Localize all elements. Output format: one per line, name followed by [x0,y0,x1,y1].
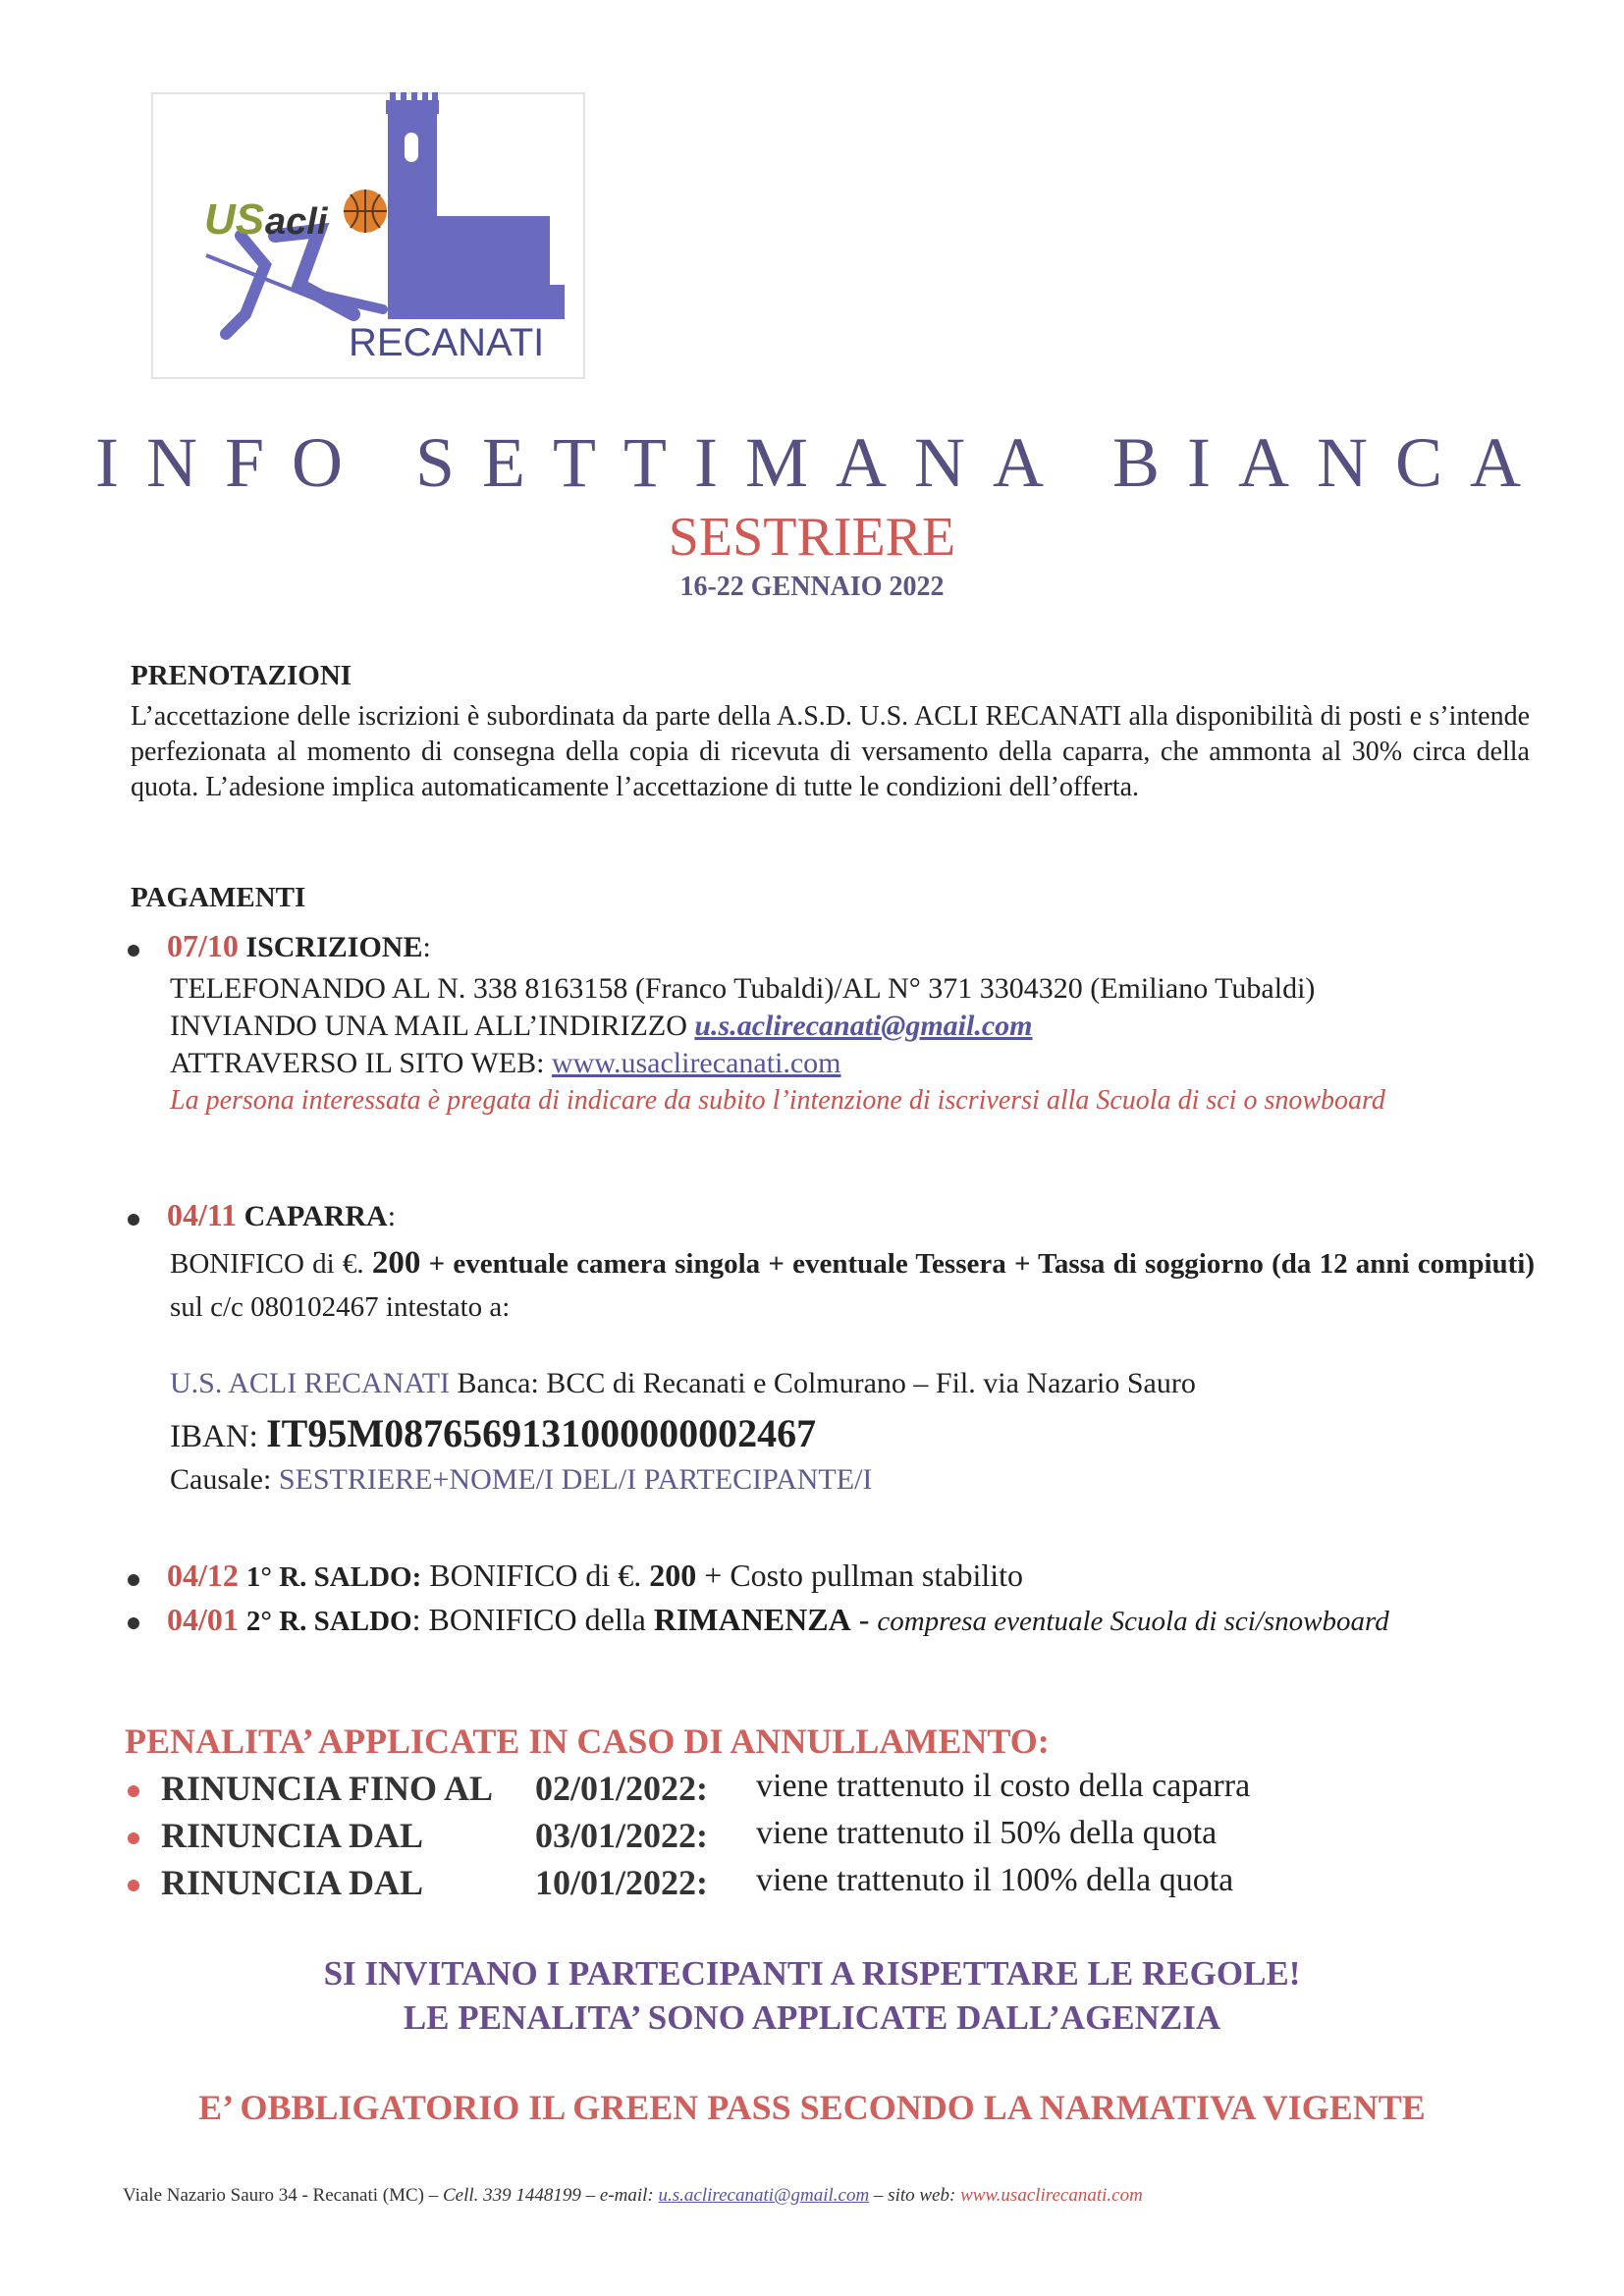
caparra-bonifico: BONIFICO di €. [170,1248,364,1280]
logo-city-text: RECANATI [349,321,545,364]
causale-label: Causale: [170,1463,272,1496]
iscrizione-line: 07/10 ISCRIZIONE: [167,928,431,963]
saldo2-label: 2° R. SALDO [245,1606,412,1637]
iscrizione-label: ISCRIZIONE [245,931,423,963]
penalty-desc: viene trattenuto il 100% della quota [756,1862,1234,1898]
causale-value: SESTRIERE+NOME/I DEL/I PARTECIPANTE/I [278,1463,873,1496]
destination-title: SESTRIERE [668,507,956,568]
iscrizione-mail-line [170,1010,1033,1043]
penalty-desc: viene trattenuto il 50% della quota [756,1815,1218,1851]
penalty-label: RINUNCIA DAL [161,1863,424,1902]
rules-notice-line2: LE PENALITA’ SONO APPLICATE DALL’AGENZIA [403,1998,1221,2037]
penalty-date: 03/01/2022: [535,1816,708,1855]
saldo2-date: 04/01 [167,1602,239,1637]
saldo1-rest: + Costo pullman stabilito [704,1558,1023,1593]
caparra-details [170,1241,1535,1329]
pagamenti-heading: PAGAMENTI [131,882,306,913]
footer [123,2185,1143,2207]
caparra-line: 04/11 CAPARRA: [167,1197,397,1232]
penalty-date: 02/01/2022: [535,1769,708,1808]
iscrizione-date: 07/10 [167,928,239,963]
penalita-heading: PENALITA’ APPLICATE IN CASO DI ANNULLAMENTO: [125,1722,1050,1761]
penalty-bullet [128,1880,139,1891]
page-title: INFO SETTIMANA BIANCA [94,423,1549,502]
saldo1-label: 1° R. SALDO: [245,1561,422,1593]
iscrizione-web-link[interactable]: www.usaclirecanati.com [551,1047,841,1079]
trip-dates: 16-22 GENNAIO 2022 [679,572,945,602]
green-pass-notice: E’ OBBLIGATORIO IL GREEN PASS SECONDO LA NARMATIVA VIGENTE [198,2088,1426,2127]
footer-address: Viale Nazario Sauro 34 - Recanati (MC) [123,2185,424,2206]
caparra-label: CAPARRA [244,1200,388,1232]
penalty-date: 10/01/2022: [535,1863,708,1902]
iscrizione-mail-prefix: INVIANDO UNA MAIL ALL’INDIRIZZO [170,1010,687,1042]
caparra-account: sul c/c 080102467 intestato a: [170,1291,511,1323]
rules-notice-line1: SI INVITANO I PARTECIPANTI A RISPETTARE LE REGOLE! [323,1954,1301,1993]
iscrizione-phone: TELEFONANDO AL N. 338 8163158 (Franco Tubaldi)/AL N° 371 3304320 (Emiliano Tubaldi) [170,972,1316,1005]
iscrizione-web-prefix: ATTRAVERSO IL SITO WEB: [170,1047,545,1079]
penalty-desc: viene trattenuto il costo della caparra [756,1768,1251,1804]
bullet-saldo1 [128,1574,139,1586]
penalty-label: RINUNCIA DAL [161,1816,424,1855]
bullet-iscrizione [128,945,139,957]
logo-us-text: US [204,195,265,244]
bullet-saldo2 [128,1617,139,1629]
penalty-label: RINUNCIA FINO AL [161,1769,494,1808]
penalty-bullet [128,1785,139,1797]
bank-name: Banca: BCC di Recanati e Colmurano – Fil. via Nazario Sauro [457,1367,1196,1399]
club-logo [147,88,589,383]
causale-line [170,1463,872,1497]
saldo1-date: 04/12 [167,1558,239,1593]
saldo2-line: 04/01 2° R. SALDO: BONIFICO della RIMANENZA - compresa eventuale Scuola di sci/snowboard [167,1602,1389,1637]
footer-web-prefix: – sito web: [873,2185,956,2206]
logo-graphic [147,88,589,383]
saldo2-rimanenza: RIMANENZA [653,1602,851,1637]
iban-value: IT95M0876569131000000002467 [266,1411,817,1455]
iscrizione-mail-link[interactable]: u.s.aclirecanati@gmail.com [694,1010,1033,1042]
saldo1-amount: 200 [649,1558,697,1593]
footer-email-link[interactable]: u.s.aclirecanati@gmail.com [658,2185,870,2206]
prenotazioni-heading: PRENOTAZIONI [131,660,352,691]
iscrizione-note: La persona interessata è pregata di indicare da subito l’intenzione di iscriversi alla Scuola di sci o snowboard [170,1085,1385,1116]
prenotazioni-text: L’accettazione delle iscrizioni è subordinata da parte della A.S.D. U.S. ACLI RECANATI alla disponibilità di posti e s’intende perfezionata al momento di consegna della copia di ricevuta di versamento della caparra, che ammonta al 30% circa della quota. L’adesione implica automaticamente l’accettazione di tutte le condizioni dell’offerta. [131,701,1530,802]
saldo1-bonifico: BONIFICO di €. [429,1558,642,1593]
bullet-caparra [128,1214,139,1226]
logo-acli-text: acli [265,201,328,243]
footer-cell: – Cell. 339 1448199 – e-mail: [428,2185,654,2206]
saldo2-note: compresa eventuale Scuola di sci/snowboard [877,1606,1389,1637]
beneficiary-name: U.S. ACLI RECANATI [170,1367,451,1399]
iban-line [170,1410,816,1456]
saldo2-bonifico: BONIFICO della [428,1602,646,1637]
iban-label: IBAN: [170,1419,258,1454]
footer-web-link[interactable]: www.usaclirecanati.com [960,2185,1143,2206]
bank-line [170,1367,1196,1400]
caparra-extras: + eventuale camera singola + eventuale Tessera + Tassa di soggiorno (da 12 anni compiuti) [428,1248,1536,1280]
iscrizione-web-line [170,1047,841,1080]
caparra-date: 04/11 [167,1197,238,1232]
caparra-amount: 200 [371,1245,421,1281]
penalty-bullet [128,1832,139,1844]
saldo1-line [167,1558,1023,1594]
